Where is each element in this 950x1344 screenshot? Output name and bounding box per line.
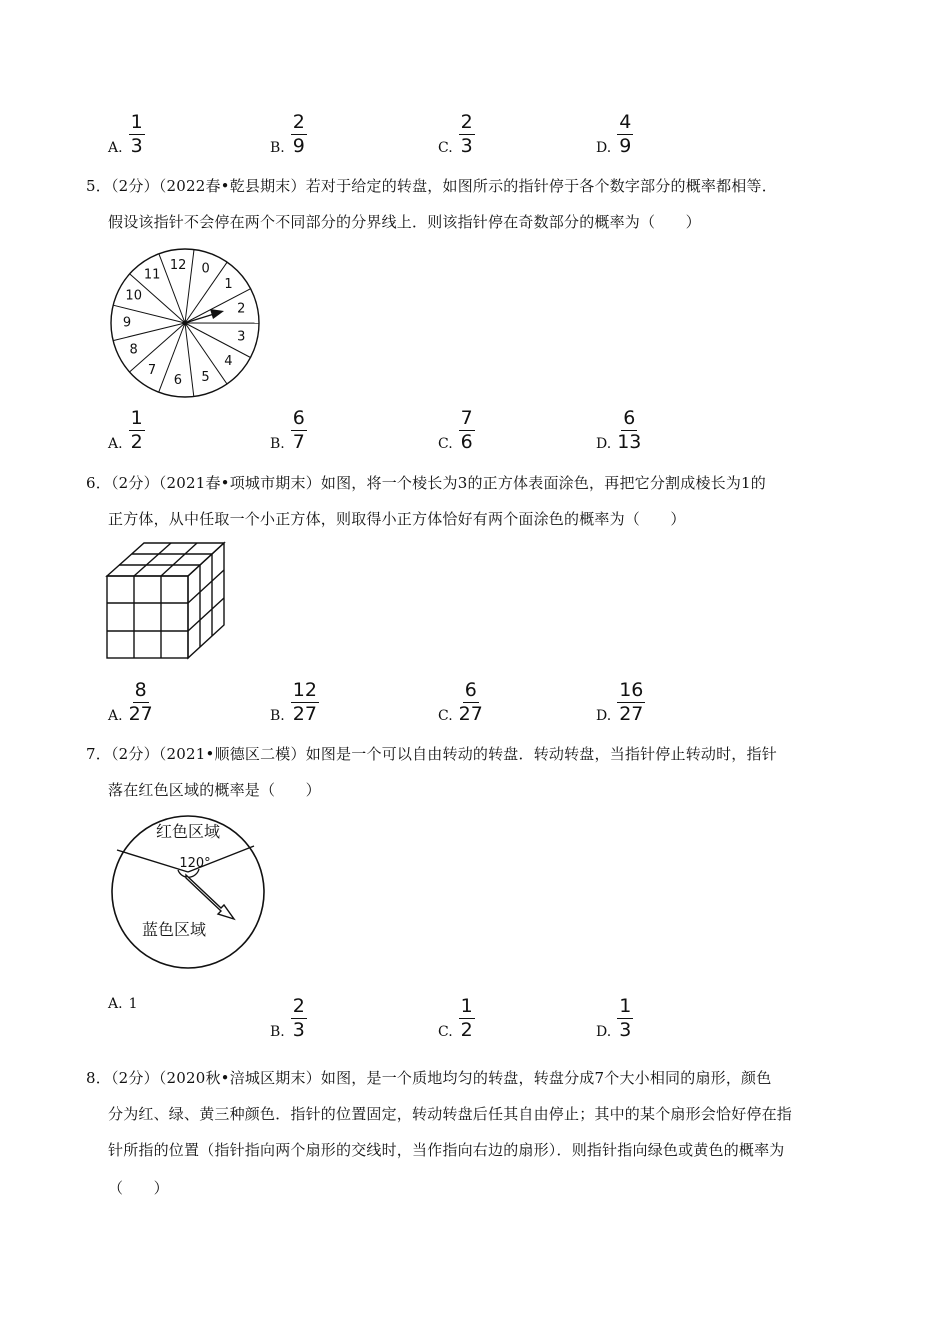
option-label: D. [596, 436, 612, 452]
q8-stem-line4: （ ） [108, 1179, 169, 1197]
option-label: A. [108, 708, 123, 724]
spinner-sector-number: 12 [169, 257, 187, 273]
q5-option-d[interactable] [596, 408, 641, 452]
blue-region-label: 蓝色区域 [141, 920, 207, 939]
red-region-label: 红色区域 [155, 822, 221, 841]
q6-option-d[interactable] [596, 680, 645, 724]
cube-front-face [107, 576, 188, 658]
q6-stem-line1: 6．（2分）（2021春•项城市期末）如图，将一个棱长为3的正方体表面涂色，再把它分割成棱长为1的 [86, 474, 766, 492]
q5-options [0, 408, 950, 458]
q6-options [0, 680, 950, 730]
q7-option-b[interactable] [270, 996, 307, 1040]
q4-option-d[interactable] [596, 112, 633, 156]
q6-stem-line2: 正方体，从中任取一个小正方体，则取得小正方体恰好有两个面涂色的概率为（ ） [108, 510, 686, 528]
fraction: $\frac{1}{2}$ [460, 995, 473, 1041]
q4-option-b[interactable] [270, 112, 307, 156]
q7-pointer-arrow [186, 875, 234, 919]
q7-stem-line2: 落在红色区域的概率是（ ） [108, 781, 321, 799]
q4-options [0, 112, 950, 162]
option-label: C. [438, 436, 453, 452]
fraction: $\frac{6}{13}$ [617, 407, 642, 453]
fraction: $\frac{2}{3}$ [292, 995, 305, 1041]
spinner-sector-number: 10 [125, 288, 142, 304]
sector-boundary-left [117, 850, 188, 872]
spinner-sector-number: 6 [173, 373, 183, 389]
option-label: B. [270, 1024, 285, 1040]
fraction: $\frac{4}{9}$ [619, 111, 632, 157]
q4-option-a[interactable] [108, 112, 145, 156]
option-label: D. [596, 140, 612, 156]
q5-stem-line2: 假设该指针不会停在两个不同部分的分界线上．则该指针停在奇数部分的概率为（ ） [108, 213, 701, 231]
option-label: C. [438, 1024, 453, 1040]
spinner-sector-number: 4 [224, 354, 233, 369]
q5-option-c[interactable] [438, 408, 475, 452]
q7-stem-line1: 7．（2分）（2021•顺德区二模）如图是一个可以自由转动的转盘．转动转盘，当指针停止转动时，指针 [86, 745, 777, 763]
fraction: $\frac{6}{27}$ [458, 679, 483, 725]
spinner-sector-number: 11 [143, 267, 161, 283]
q7-option-d[interactable] [596, 996, 633, 1040]
fraction: $\frac{1}{3}$ [130, 111, 143, 157]
option-label: C. [438, 708, 453, 724]
fraction: $\frac{6}{7}$ [292, 407, 305, 453]
fraction: $\frac{12}{27}$ [292, 679, 317, 725]
spinner-sector-divider [130, 323, 186, 372]
q6-option-a[interactable] [108, 680, 153, 724]
option-label: B. [270, 436, 285, 452]
spinner-sector-number: 3 [237, 329, 246, 345]
q8-stem-line1: 8．（2分）（2020秋•涪城区期末）如图，是一个质地均匀的转盘，转盘分成7个大小相同的扇形，颜色 [86, 1069, 772, 1087]
spinner-sector-number: 2 [237, 301, 246, 317]
fraction: $\frac{7}{6}$ [460, 407, 473, 453]
option-label: D. [596, 1024, 612, 1040]
q8-stem-line2: 分为红、绿、黄三种颜色．指针的位置固定，转动转盘后任其自由停止；其中的某个扇形会恰好停在指 [108, 1105, 793, 1123]
q6-cube-figure [104, 540, 228, 662]
fraction: $\frac{1}{2}$ [130, 407, 143, 453]
option-label: D. [596, 708, 612, 724]
q7-option-c[interactable] [438, 996, 475, 1040]
q6-option-c[interactable] [438, 680, 483, 724]
q5-option-b[interactable] [270, 408, 307, 452]
option-label: C. [438, 140, 453, 156]
fraction: $\frac{1}{3}$ [619, 995, 632, 1041]
q5-option-a[interactable] [108, 408, 145, 452]
fraction: $\frac{16}{27}$ [619, 679, 644, 725]
option-value: 1 [128, 996, 138, 1012]
spinner-sector-number: 8 [129, 342, 138, 358]
option-label: A. [108, 140, 123, 156]
option-label: B. [270, 140, 285, 156]
q4-option-c[interactable] [438, 112, 475, 156]
angle-label: 120° [179, 856, 211, 871]
option-label: A. [108, 436, 123, 452]
fraction: $\frac{2}{3}$ [460, 111, 473, 157]
q5-spinner-figure [106, 246, 264, 404]
q7-option-a[interactable] [108, 996, 137, 1012]
cube-right-face [188, 543, 224, 658]
spinner-sector-number: 5 [201, 369, 210, 385]
q5-stem-line1: 5．（2分）（2022春•乾县期末）若对于给定的转盘，如图所示的指针停于各个数字部分的概率都相等． [86, 177, 777, 195]
q8-stem-line3: 针所指的位置（指针指向两个扇形的交线时，当作指向右边的扇形）．则指针指向绿色或黄色的概率为 [108, 1141, 785, 1159]
q7-spinner-figure [108, 812, 268, 972]
q6-option-b[interactable] [270, 680, 319, 724]
spinner-sector-number: 7 [147, 363, 157, 379]
spinner-sector-number: 9 [122, 315, 132, 331]
option-label: A. [108, 996, 123, 1012]
option-label: B. [270, 708, 285, 724]
spinner-pointer-arrowhead [210, 309, 224, 319]
fraction: $\frac{2}{9}$ [292, 111, 305, 157]
fraction: $\frac{8}{27}$ [128, 679, 153, 725]
spinner-sector-number: 0 [201, 261, 210, 277]
q7-options [0, 996, 950, 1046]
spinner-sector-number: 1 [224, 277, 233, 293]
